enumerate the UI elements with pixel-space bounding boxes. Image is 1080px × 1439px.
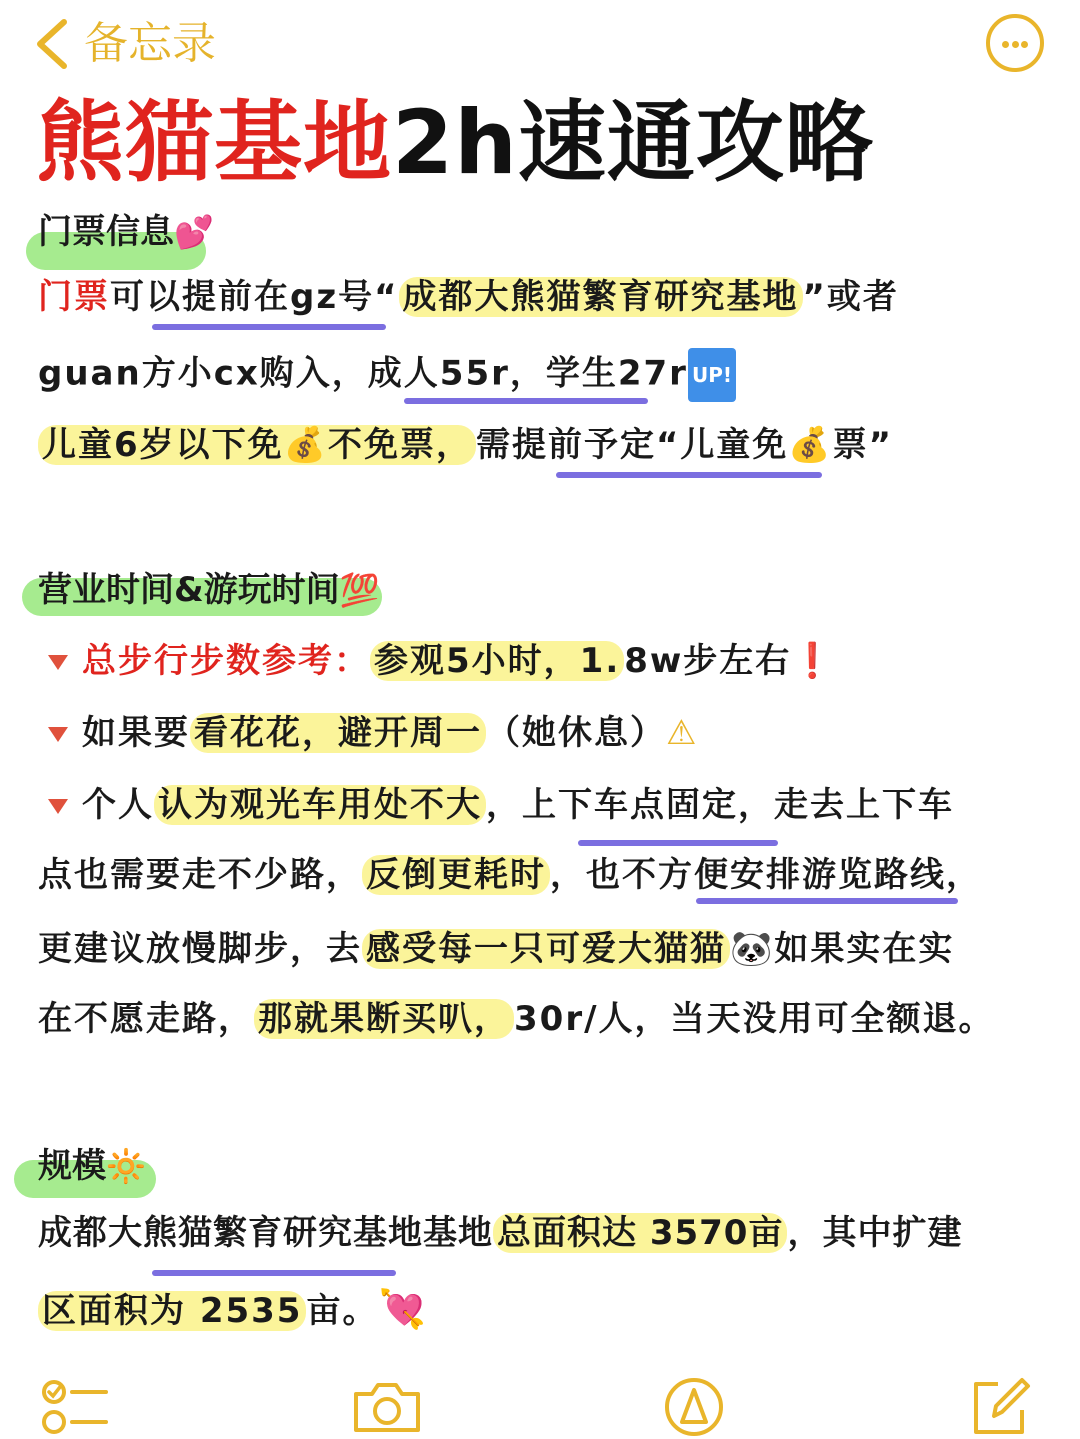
highlight-text: 成都大熊猫繁育研究基地 (399, 277, 803, 317)
camera-icon[interactable] (350, 1380, 424, 1436)
hours-line-5 (38, 924, 954, 974)
hours-line-6 (38, 994, 995, 1044)
highlight-text: 认为观光车用处不大 (154, 785, 486, 825)
heart-arrow-icon: 💘 (378, 1287, 428, 1331)
hours-heading-text: 营业时间&游玩时间 (38, 570, 340, 610)
body-text: 亩。 (306, 1291, 379, 1331)
title-red-part: 熊猫基地 (36, 91, 393, 194)
markup-pen-icon[interactable] (662, 1376, 726, 1438)
body-text: 成都大熊猫繁育研究基地基地 (38, 1213, 493, 1253)
highlight-text: 总面积达 3570亩 (493, 1213, 787, 1253)
bullet-red-text: 总步行步数参考： (82, 641, 370, 681)
highlight-text: 反倒更耗时 (362, 855, 550, 895)
body-text: ，其中扩建 (787, 1213, 963, 1253)
body-text: 更建议放慢脚步，去 (38, 929, 362, 969)
red-triangle-icon (48, 727, 68, 742)
ticket-line-2 (38, 348, 736, 402)
up-badge-icon: UP! (688, 348, 736, 402)
underline-mark (404, 398, 648, 404)
back-title[interactable]: 备忘录 (84, 18, 216, 69)
ticket-text: 可以提前在gz号 (110, 277, 375, 317)
ticket-line-3 (38, 420, 893, 470)
warning-icon: ⚠ (666, 713, 699, 753)
highlight-text: 看花花，避开周一 (190, 713, 486, 753)
scale-heading-text: 规模 (38, 1146, 106, 1186)
underline-mark (556, 472, 822, 478)
highlight-text: 感受每一只可爱大猫猫 (362, 929, 730, 969)
red-triangle-icon (48, 655, 68, 670)
red-triangle-icon (48, 799, 68, 814)
bullet-text: 8w步左右 (624, 641, 792, 681)
body-text: 在不愿走路， (38, 999, 254, 1039)
body-text: 30r/人，当天没用可全额退。 (514, 999, 995, 1039)
hours-heading (38, 566, 380, 614)
underline-mark (152, 324, 386, 330)
note-title (36, 88, 874, 198)
sun-icon: 🔆 (106, 1147, 146, 1185)
two-hearts-icon: 💕 (174, 213, 214, 251)
scale-line-2 (38, 1284, 428, 1336)
underline-mark (152, 1270, 396, 1276)
quote-mark: “ (374, 277, 399, 317)
ticket-red-text: 门票 (38, 277, 110, 317)
hundred-points-icon: 💯 (339, 571, 380, 609)
title-black-part: 2h速通攻略 (392, 91, 874, 194)
checklist-icon[interactable] (40, 1376, 110, 1436)
price-text: 成人55r，学生27r (367, 353, 688, 394)
highlight-text: 儿童6岁以下免💰不免票， (38, 425, 476, 465)
bullet-line-1 (48, 636, 836, 686)
highlight-text: 区面积为 2535 (38, 1291, 306, 1331)
bullet-text: 如果要 (82, 713, 190, 753)
compose-icon[interactable] (968, 1376, 1032, 1438)
ticket-heading (38, 208, 214, 256)
hours-line-4 (38, 850, 982, 900)
body-text-with-panda-icon: 🐼如果实在实 (730, 929, 955, 969)
back-chevron-icon[interactable] (28, 14, 88, 74)
scale-heading (38, 1142, 146, 1190)
exclamation-icon: ❗ (791, 641, 836, 681)
bullet-text: 个人 (82, 785, 154, 825)
bullet-text: ，上下车点固定，走去上下车 (486, 785, 954, 825)
highlight-text: 参观5小时，1. (370, 641, 624, 681)
body-text: 点也需要走不少路， (38, 855, 362, 895)
scale-line-1 (38, 1208, 962, 1258)
ticket-text: ”或者 (802, 277, 899, 317)
underline-mark (578, 840, 778, 846)
ticket-heading-text: 门票信息 (38, 212, 174, 252)
highlight-text: 那就果断买叭， (254, 999, 514, 1039)
ticket-text: guan方小cx购入， (38, 353, 368, 394)
body-text: ，也不方便安排游览路线， (550, 855, 982, 895)
ticket-text: 需提前予定“儿童免💰票” (476, 425, 894, 465)
underline-mark (696, 898, 958, 904)
more-options-icon[interactable] (986, 14, 1044, 72)
ticket-line-1 (38, 272, 899, 322)
bullet-text: （她休息） (486, 713, 666, 753)
bullet-line-2 (48, 708, 698, 758)
bullet-line-3 (48, 780, 954, 830)
